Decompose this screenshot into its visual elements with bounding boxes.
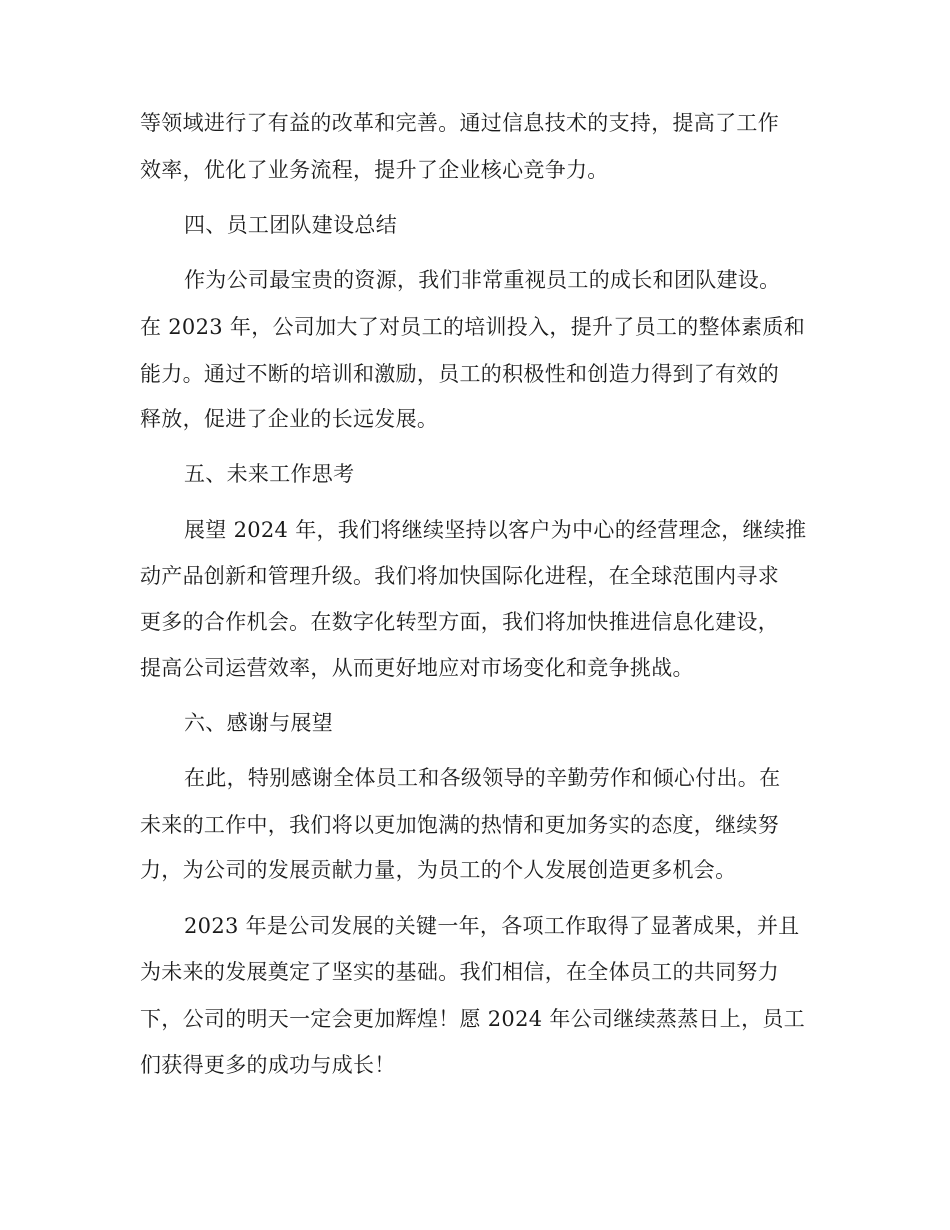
body-text-line: 未来的工作中，我们将以更加饱满的热情和更加务实的态度，继续努 xyxy=(140,813,779,837)
body-text-line: 更多的合作机会。在数字化转型方面，我们将加快推进信息化建设， xyxy=(140,610,779,634)
section-heading: 四、员工团队建设总结 xyxy=(184,213,397,237)
body-text-line: 们获得更多的成功与成长！ xyxy=(140,1053,396,1077)
body-text-line: 在 2023 年，公司加大了对员工的培训投入，提升了员工的整体素质和 xyxy=(140,315,805,339)
body-text-line: 展望 2024 年，我们将继续坚持以客户为中心的经营理念，继续推 xyxy=(184,518,807,542)
section-heading: 五、未来工作思考 xyxy=(184,462,355,486)
body-text-line: 为未来的发展奠定了坚实的基础。我们相信，在全体员工的共同努力 xyxy=(140,960,779,984)
body-text-line: 释放，促进了企业的长远发展。 xyxy=(140,407,439,431)
body-text-line: 在此，特别感谢全体员工和各级领导的辛勤劳作和倾心付出。在 xyxy=(184,766,781,790)
body-text-line: 效率，优化了业务流程，提升了企业核心竞争力。 xyxy=(140,158,609,182)
section-heading: 六、感谢与展望 xyxy=(184,711,334,735)
body-text-line: 提高公司运营效率，从而更好地应对市场变化和竞争挑战。 xyxy=(140,656,694,680)
body-text-line: 作为公司最宝贵的资源，我们非常重视员工的成长和团队建设。 xyxy=(184,268,781,292)
body-text-line: 2023 年是公司发展的关键一年，各项工作取得了显著成果，并且 xyxy=(184,914,800,938)
body-text-line: 动产品创新和管理升级。我们将加快国际化进程，在全球范围内寻求 xyxy=(140,564,779,588)
body-text-line: 力，为公司的发展贡献力量，为员工的个人发展创造更多机会。 xyxy=(140,858,737,882)
body-text-line: 能力。通过不断的培训和激励，员工的积极性和创造力得到了有效的 xyxy=(140,362,779,386)
body-text-line: 下，公司的明天一定会更加辉煌！愿 2024 年公司继续蒸蒸日上，员工 xyxy=(140,1007,805,1031)
body-text-line: 等领域进行了有益的改革和完善。通过信息技术的支持，提高了工作 xyxy=(140,111,779,135)
